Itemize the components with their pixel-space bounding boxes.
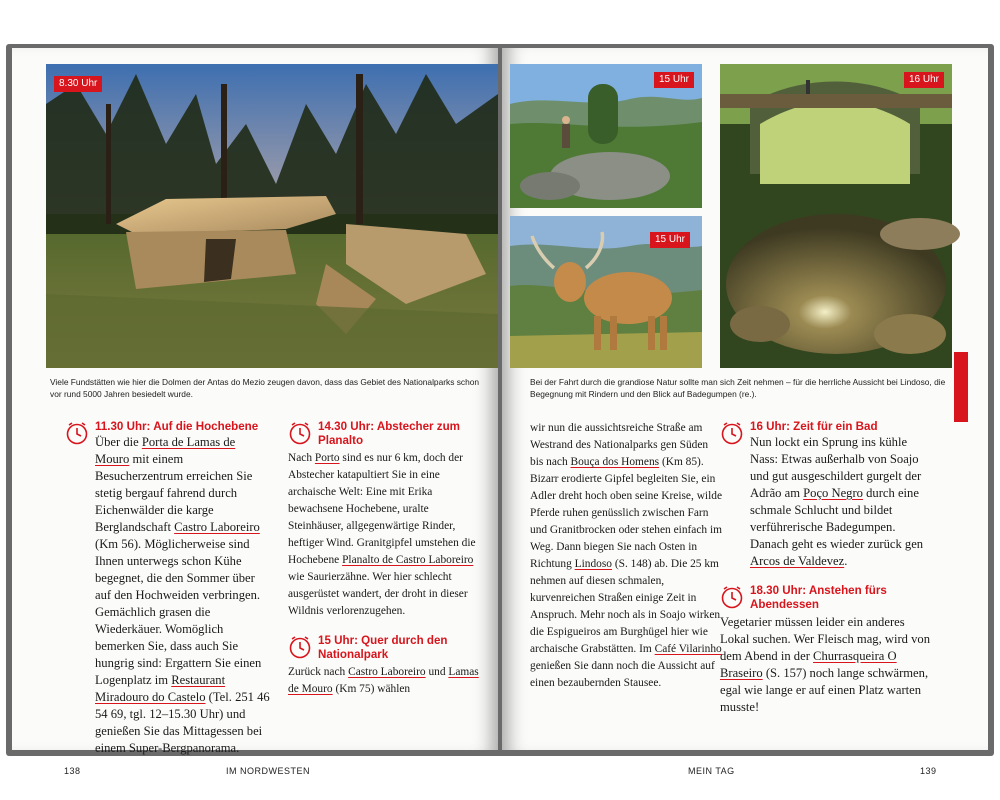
place-link[interactable]: Café Vilarinho <box>654 643 722 655</box>
place-link[interactable]: Restaurant Miradouro do Castelo <box>95 673 226 704</box>
clock-icon <box>65 421 89 445</box>
place-link[interactable]: Lamas de Mouro <box>288 666 479 695</box>
section-title: 16 Uhr: Zeit für ein Bad <box>750 420 878 433</box>
body-text: Nach <box>288 452 315 464</box>
body-text: sind es nur 6 km, doch der Abstecher katapultiert Sie in eine archaische Welt: Eine mit Erika bewachsene Hochebene, uralte Steinhäuser, allgegenwärtige Rinder, heftiger Wind. Granitgipfel umstehen die Hochebene <box>288 452 476 566</box>
body-text: (S. 157) noch lange schwärmen, egal wie lange er auf einen Platz warten musste! <box>720 666 929 714</box>
bridge-illustration <box>720 64 952 368</box>
clock-icon <box>720 585 744 609</box>
place-link[interactable]: Bouça dos Homens <box>570 456 660 468</box>
photo-caption: Bei der Fahrt durch die grandiose Natur sollte man sich Zeit nehmen – für die herrliche Aussicht bei Lindoso, die Begegnung mit Rindern und den Blick auf Badegumpen (re.). <box>530 377 946 399</box>
photo-time-tag: 15 Uhr <box>650 232 690 248</box>
section-title: 15 Uhr: Quer durch den Nationalpark <box>318 634 448 661</box>
body-text: (Tel. 251 46 54 69, tgl. 12–15.30 Uhr) und genießen Sie das Mittagessen bei einem Super-Bergpanorama. <box>95 690 270 755</box>
section-title: 11.30 Uhr: Auf die Hochebene <box>95 420 259 433</box>
clock-icon <box>288 421 312 445</box>
section-1130 <box>65 420 271 757</box>
place-link[interactable]: Arcos de Valdevez <box>750 554 845 568</box>
dolmen-photo <box>46 64 498 368</box>
body-text: durch eine schmale Schlucht und bildet verführerische Badegumpen. Danach geht es wieder zurück gen <box>750 486 924 551</box>
place-link[interactable]: Porta de Lamas de Mouro <box>95 435 236 466</box>
place-link[interactable]: Poço Negro <box>803 486 863 500</box>
body-text: Nun lockt ein Sprung ins kühle Nass: Etwas außerhalb von Soajo und gut ausgeschildert gurgelt der Adrão am <box>750 435 922 500</box>
section-1830 <box>720 584 936 612</box>
chapter-tab <box>954 352 968 422</box>
hiker-photo <box>510 64 702 208</box>
section-16 <box>720 420 936 570</box>
place-link[interactable]: Castro Laboreiro <box>174 520 260 534</box>
dolmen-illustration <box>46 64 498 368</box>
photo-time-tag: 15 Uhr <box>654 72 694 88</box>
bridge-photo <box>720 64 952 368</box>
place-link[interactable]: Churrasqueira O Braseiro <box>720 649 897 680</box>
clock-icon <box>288 635 312 659</box>
running-head: IM NORDWESTEN <box>226 766 310 776</box>
running-head: MEIN TAG <box>688 766 735 776</box>
body-text: (Km 75) wählen <box>332 683 411 695</box>
section-title: 18.30 Uhr: Anstehen fürs Abendessen <box>750 584 887 611</box>
body-text: genießen Sie dann noch die Aussicht auf einen bezaubernden Stausee. <box>530 660 715 689</box>
place-link[interactable]: Planalto de Castro Laboreiro <box>342 554 474 566</box>
place-link[interactable]: Lindoso <box>574 558 612 570</box>
section-title: 14.30 Uhr: Abstecher zum Planalto <box>318 420 460 447</box>
body-text: (Km 85). Bizarr erodierte Gipfel begleiten Sie, ein Adler dreht hoch oben seine Kreise, wilde Pferde ruhen genüsslich zwischen Farn und Granitbrocken oder stehen einfach im Weg. Dann biegen Sie nach Osten in Richtung <box>530 456 722 570</box>
clock-icon <box>720 421 744 445</box>
photo-caption: Viele Fundstätten wie hier die Dolmen der Antas do Mezio zeugen davon, dass das Gebiet des Nationalparks schon vor rund 5000 Jahren besiedelt wurde. <box>50 377 480 399</box>
photo-time-tag: 16 Uhr <box>904 72 944 88</box>
body-text: Über die <box>95 435 142 449</box>
photo-time-tag: 8.30 Uhr <box>54 76 102 92</box>
body-text: mit einem Besucherzentrum erreichen Sie stetig bergauf fahrend durch Eichenwälder die karge Berglandschaft <box>95 452 253 534</box>
body-text: und <box>425 666 449 678</box>
left-column-2 <box>288 420 484 698</box>
cow-photo <box>510 216 702 368</box>
right-page <box>502 48 988 776</box>
left-column-1 <box>65 420 271 757</box>
body-text: (Km 56). Möglicherweise sind Ihnen unterwegs schon Kühe begegnet, die den Sommer über auf den Hochweiden verbringen. Gemächlich grasen die Wiederkäuer. Womöglich bemerken Sie, dass auch Sie hungrig sind: Ergattern Sie einen Logenplatz im <box>95 537 262 687</box>
body-text: wie Saurierzähne. Wer hier schlecht ausgerüstet wandert, der droht in dieser Wildnis verlorenzugehen. <box>288 571 468 617</box>
section-15 <box>288 634 484 662</box>
place-link[interactable]: Porto <box>314 452 340 464</box>
body-text: Vegetarier müssen leider ein anderes Lokal suchen. Wer Fleisch mag, wird von dem Abend in der <box>720 615 931 663</box>
left-page <box>12 48 498 776</box>
right-column-1 <box>530 420 722 692</box>
body-text: (S. 148) ab. Die 25 km nehmen auf diesen schmalen, kurvenreichen Straßen einige Zeit in Anspruch. Mehr noch als in Soajo wirken die Espigueiros am Burghügel hier wie archaische Grabstätten. Im <box>530 558 721 655</box>
section-1430 <box>288 420 484 448</box>
page-number: 138 <box>64 766 81 776</box>
right-column-2 <box>720 420 936 716</box>
body-text: . <box>844 554 848 568</box>
place-link[interactable]: Castro Laboreiro <box>348 666 426 678</box>
body-text: Zurück nach <box>288 666 349 678</box>
body-text: wir nun die aussichtsreiche Straße am Westrand des Nationalparks gen Süden bis nach <box>530 422 709 468</box>
page-number: 139 <box>920 766 937 776</box>
